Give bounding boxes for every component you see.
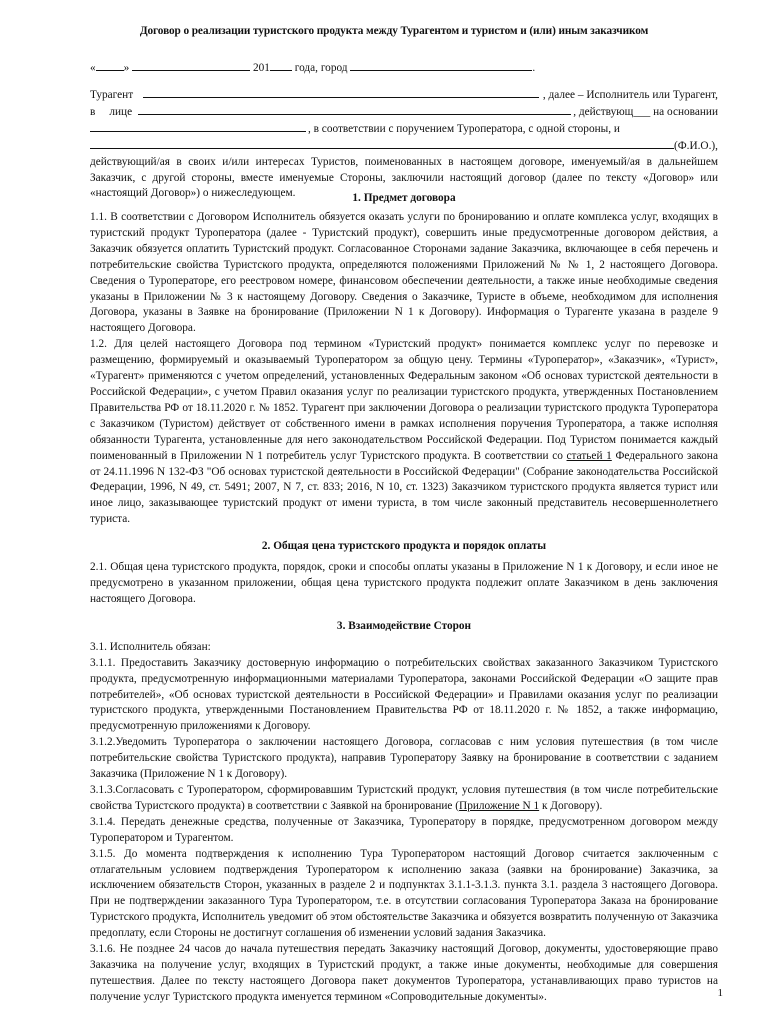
date-quote-close: » bbox=[123, 62, 130, 74]
face-label: лице bbox=[109, 105, 133, 118]
clause-3-1-6: 3.1.6. Не позднее 24 часов до начала путешествия передать Заказчику настоящий Договор, документы, удостоверяющие право Заказчика на получение услуг, входящих в Туристский продукт, а также иные документы, необходимые для совершения путешествия. Далее по тексту настоящего Договора пакет документов Туроператора, устанавливающих право туристов на получение услуг Туристского продукта именуется термином «Сопроводительные документы». bbox=[90, 943, 718, 1003]
clause-1-2-text-a: 1.2. Для целей настоящего Договора под термином «Туристский продукт» понимается комплекс услуг по перевозке и размещению, формируемый и оказываемый Туроператором за общую цену. Термины «Туроператор», «Заказчик», «Турист», «Турагент» применяются с учетом определений, установленных Федеральным законом «Об основах туристской деятельности в Российской Федерации», с учетом Правил оказания услуг по реализации туристского продукта, утвержденных Постановлением Правительства РФ от 18.11.2020 г. № 1852. Турагент при заключении Договора о реализации туристского продукта Туроператора с Заказчиком (Туристом) действует от собственного имени в рамках исполнения поручения Туроператора, а также исполняя обязанности Турагента, установленные для него законодательством Российской Федерации. Под Туристом понимается каждый поименованный в Приложении N 1 потребитель услуг Туристского продукта. В соответствии со bbox=[90, 338, 718, 462]
clause-2-1: 2.1. Общая цена туристского продукта, порядок, сроки и способы оплаты указаны в Приложение N 1 к Договору, и если иное не предусмотрено в указанном приложении, общая цена туристского продукта подлежит оплате Заказчиком в день заключения настоящего Договора. bbox=[90, 561, 718, 605]
basis-field[interactable] bbox=[90, 121, 306, 132]
clause-1-2 bbox=[90, 337, 718, 528]
clause-3-1-3-text-a: 3.1.3.Согласовать с Туроператором, сформировавшим Туристский продукт, условия путешествия (в том числе потребительские свойства Туристского продукта) в соответствии с Заявкой на бронирование ( bbox=[90, 784, 718, 812]
representative-field[interactable] bbox=[138, 104, 571, 115]
page-number: 1 bbox=[717, 987, 723, 999]
date-quote-open: « bbox=[90, 62, 96, 74]
contract-body bbox=[90, 190, 718, 1006]
clause-3-1-3 bbox=[90, 783, 718, 815]
year-prefix: 201 bbox=[252, 62, 270, 74]
face-in: в bbox=[90, 105, 96, 118]
clause-3-1-3-text-b: к Договору). bbox=[539, 799, 603, 812]
appendix-1-link[interactable]: Приложение N 1 bbox=[459, 799, 540, 812]
month-field[interactable] bbox=[132, 60, 250, 71]
clause-1-1: 1.1. В соответствии с Договором Исполнитель обязуется оказать услуги по бронированию и оплате комплекса услуг, входящих в туристский продукт Туроператора (далее - Туристский продукт), совершить иные предусмотренные договором действия, а Заказчик обязуется оплатить Туристский продукт. Согласованное Сторонами задание Заказчика, включающее в себя перечень и потребительские свойства Туристского продукта, определяются положениями Приложений № № 1, 2 настоящего Договора. Сведения о Туроператоре, его реестровом номере, финансовом обеспечении деятельности, а также иные необходимые сведения указаны в Приложении № 3 к настоящему Договору. Сведения о Заказчике, Туристе в объеме, необходимом для исполнения Договора, указаны в Заявке на бронирование (Приложении N 1 к Договору). Информация о Турагенте указана в разделе 9 настоящего Договора. bbox=[90, 211, 718, 335]
customer-name-field[interactable] bbox=[90, 138, 674, 149]
agent-name-field[interactable] bbox=[143, 87, 539, 98]
fio-label: (Ф.И.О.), bbox=[673, 139, 718, 152]
agent-label: Турагент bbox=[90, 89, 134, 101]
date-line: « » 201 года, город . bbox=[90, 62, 536, 74]
acting-text: , действующ___ на основании bbox=[573, 105, 718, 118]
article-1-link[interactable]: статьей 1 bbox=[566, 449, 612, 462]
clause-1-2-text-b: Федерального закона от 24.11.1996 N 132-ФЗ "Об основах туристской деятельности в Российской Федерации" (Собрание законодательства Российской Федерации, 1996, N 49, ст. 5491; 2007, N 7, ст. 833; 2016, N 10, ст. 1323) Заказчиком туристского продукта является турист или иное лицо, заказывающее туристский продукт от имени туриста, в том числе законный представитель несовершеннолетнего туриста. bbox=[90, 449, 718, 526]
year-suffix: года, город bbox=[294, 62, 348, 74]
on-behalf-text: , в соответствии с поручением Туроператора, с одной стороны, и bbox=[308, 122, 620, 135]
section-3-title: 3. Взаимодействие Сторон bbox=[336, 619, 472, 632]
agent-after: , далее – Исполнитель или Турагент, bbox=[542, 89, 718, 101]
parties-paragraph: действующий/ая в своих и/или интересах Туристов, поименованных в настоящем договоре, именуемый/ая в дальнейшем Заказчик, с другой стороны, вместе именуемые Стороны, заключили настоящий договор (далее по тексту «Договор» или «настоящий Договор») о нижеследующем. bbox=[90, 155, 718, 200]
day-field[interactable] bbox=[96, 60, 124, 71]
clause-3-1-4: 3.1.4. Передать денежные средства, полученные от Заказчика, Туроператору в порядке, предусмотренном договором между Туроператором и Турагентом. bbox=[90, 815, 718, 844]
section-1-title: 1. Предмет договора bbox=[352, 192, 456, 204]
parties-block bbox=[90, 87, 718, 202]
document-title: Договор о реализации туристского продукта между Турагентом и туристом и (или) иным заказчиком bbox=[139, 25, 649, 37]
clause-3-1-1: 3.1.1. Предоставить Заказчику достоверную информацию о потребительских свойствах заказанного Заказчиком Туристского продукта, предусмотренную информационными материалами Туроператора, законами Российской Федерации «О защите прав потребителей», «Об основах туристской деятельности в Российской Федерации» и Правилами оказания услуг по реализации туристского продукта, утвержденными Постановлением Правительства РФ от 18.11.2020 г. № 1852, а также информацию, предусмотренную приложениями к Договору. bbox=[90, 656, 718, 733]
clause-3-1-2: 3.1.2.Уведомить Туроператора о заключении настоящего Договора, согласовав с ним условия путешествия (в том числе потребительские свойства Туристского продукта), направив Туроператору Заявку на бронирование в соответствии с заданием Заказчика (Приложение N 1 к Договору). bbox=[90, 736, 718, 781]
city-field[interactable] bbox=[350, 60, 532, 71]
clause-3-1: 3.1. Исполнитель обязан: bbox=[90, 640, 211, 653]
year-field[interactable] bbox=[270, 60, 292, 71]
clause-3-1-5: 3.1.5. До момента подтверждения к исполнению Тура Туроператором настоящий Договор считается заключенным с отлагательным условием подтверждения Туроператором к исполнению заказа (заявки на бронирование) Заказчика, за исключением обязательств Сторон, указанных в разделе 2 и подпунктах 3.1.1-3.1.3. пункта 3.1. раздела 3 настоящего Договора. При не подтверждении заказанного Тура Туроператором, т.е. в отсутствии согласования Туроператора Заказа на бронирование Туристского продукта, Исполнитель уведомит об этом обстоятельстве Заказчика и обязуется возвратить полученную от Заказчика предоплату, если Стороны не достигнут соглашения об изменении условий задания Заказчика. bbox=[90, 847, 718, 940]
section-2-title: 2. Общая цена туристского продукта и порядок оплаты bbox=[261, 540, 547, 553]
